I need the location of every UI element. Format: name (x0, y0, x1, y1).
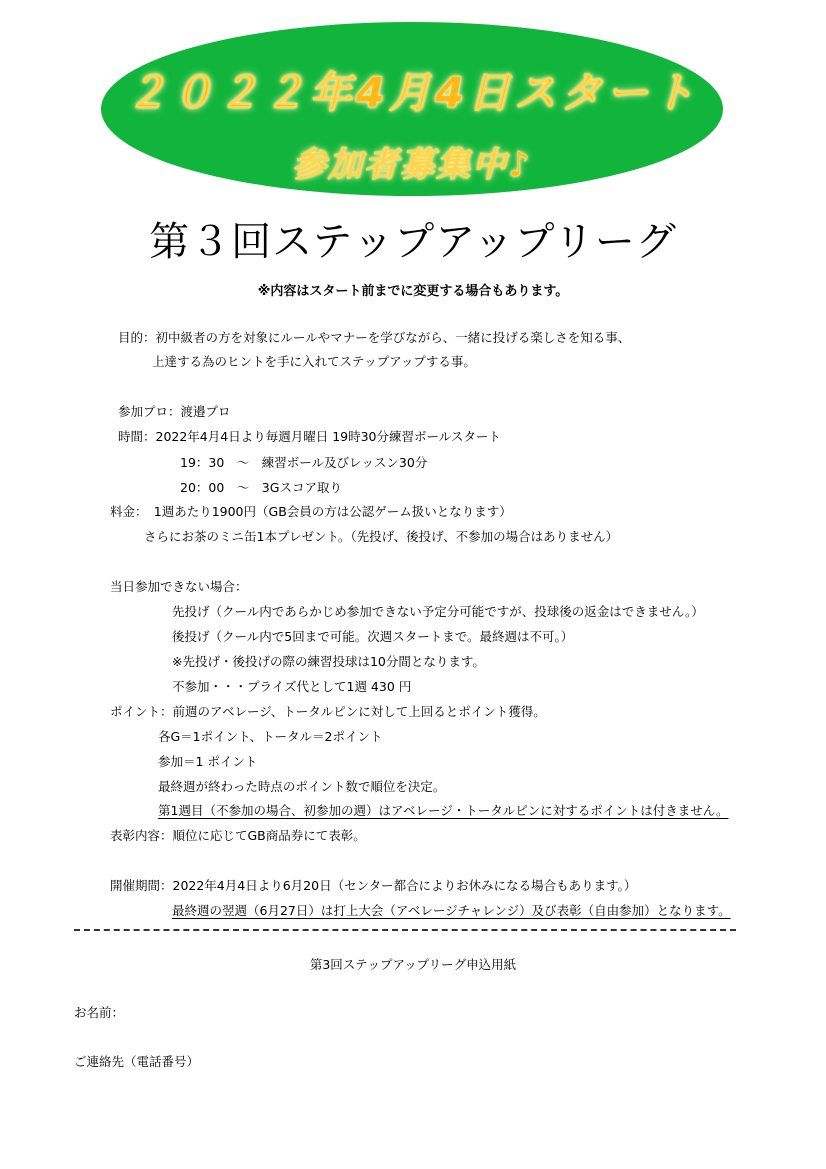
start-date-headline: ２０２２年4月4日スタート (125, 68, 699, 117)
cut-line-divider (74, 929, 736, 931)
absence-item: 後投げ（クール内で5回まで可能。次週スタートまで。最終週は不可。） (172, 629, 574, 644)
purpose-line-2: 上達する為のヒントを手に入れてステップアップする事。 (152, 354, 476, 369)
time-line: 時間：2022年4月4日より毎週月曜日 19時30分練習ボールスタート (118, 429, 501, 444)
absence-item: ※先投げ・後投げの際の練習投球は10分間となります。 (172, 654, 485, 669)
recruiting-headline: 参加者募集中♪ (292, 145, 532, 185)
period-line-1: 開催期間：2022年4月4日より6月20日（センター都合によりお休みになる場合もあります。） (110, 878, 637, 893)
award-line: 表彰内容：順位に応じてGB商品券にて表彰。 (110, 828, 366, 843)
fee-line-2: さらにお茶のミニ缶1本プレゼント。（先投げ、後投げ、不参加の場合はありません） (144, 529, 619, 544)
points-item: 参加＝1 ポイント (158, 754, 258, 769)
change-notice: ※内容はスタート前までに変更する場合もあります。 (257, 284, 569, 299)
points-item: 最終週が終わった時点のポイント数で順位を決定。 (158, 779, 446, 794)
page-title: 第３回ステップアップリーグ (149, 219, 677, 265)
fee-line-1: 料金： 1週あたり1900円（GB会員の方は公認ゲーム扱いとなります） (110, 504, 512, 519)
absence-item: 先投げ（クール内であらかじめ参加できない予定分可能ですが、投球後の返金はできません。） (172, 604, 704, 619)
absence-heading: 当日参加できない場合： (110, 579, 248, 594)
name-field-label: お名前： (74, 1005, 125, 1020)
application-form-title: 第3回ステップアップリーグ申込用紙 (309, 957, 517, 972)
absence-item: 不参加・・・プライズ代として1週 430 円 (172, 679, 412, 694)
points-heading: ポイント：前週のアベレージ、トータルピンに対して上回るとポイント獲得。 (110, 704, 546, 719)
contact-field-label: ご連絡先（電話番号） (74, 1054, 200, 1069)
announcement-banner (101, 22, 723, 196)
time-slot-1: 19：30 ～ 練習ボール及びレッスン30分 (180, 455, 428, 470)
time-slot-2: 20：00 ～ 3Gスコア取り (180, 480, 342, 495)
period-line-2: 最終週の翌週（6月27日）は打上大会（アベレージチャレンジ）及び表彰（自由参加）となります。 (172, 903, 731, 918)
pro-line: 参加プロ：渡邉プロ (118, 404, 231, 419)
purpose-line-1: 目的：初中級者の方を対象にルールやマナーを学びながら、一緒に投げる楽しさを知る事、 (118, 330, 631, 345)
points-item-underlined: 第1週目（不参加の場合、初参加の週）はアベレージ・トータルピンに対するポイントは付きません。 (158, 803, 729, 818)
points-item: 各G＝1ポイント、トータル＝2ポイント (158, 729, 383, 744)
